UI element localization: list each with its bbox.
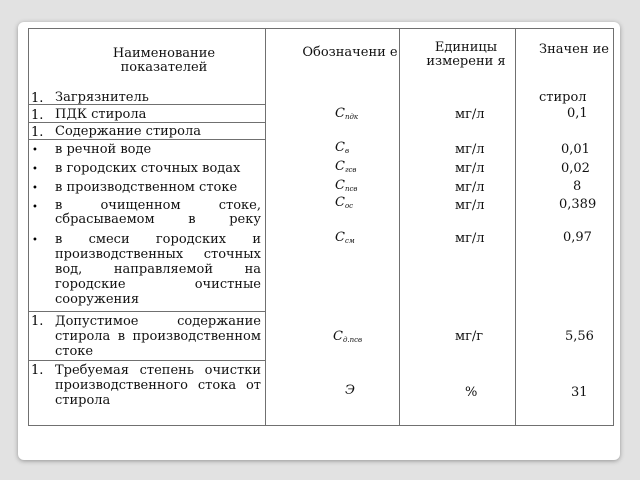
row-value: 5,56 [565,329,594,344]
data-table [28,28,614,426]
row-name: Допустимое содержание стирола в производственном стоке [55,314,261,359]
row-unit: мг/л [455,198,485,213]
row-value: 31 [571,385,588,400]
row-marker: 1. [31,91,44,106]
row-name: Требуемая степень очистки производственного стока от стирола [55,363,261,408]
row-name: в речной воде [55,142,152,157]
row-symbol: $C_в$ [335,140,350,155]
row-symbol: $C_{ос}$ [335,195,354,210]
row-value: стирол [539,90,587,105]
row-value: 0,97 [563,230,592,245]
header-name: Наименование показателей [112,46,216,75]
row-value: 0,389 [559,197,597,212]
row-symbol: $C_{пдк}$ [335,106,359,121]
row-name: Содержание стирола [55,124,201,139]
row-separator [29,360,265,361]
column-divider [265,29,266,425]
bullet-icon: • [32,183,38,194]
row-name: ПДК стирола [55,107,147,122]
row-value: 0,02 [561,161,590,176]
row-symbol: Э [345,383,355,398]
row-marker: 1. [31,363,44,378]
row-unit: мг/л [455,231,485,246]
row-name: в очищенном стоке, сбрасываемом в реку [55,198,261,227]
header-units: Единицы измерени я [426,40,506,69]
header-value: Значен ие [539,42,609,57]
bullet-icon: • [32,202,38,213]
row-marker: 1. [31,125,44,140]
row-name: в городских сточных водах [55,161,241,176]
row-name: в смеси городских и производственных сточных вод, направляемой на городские очистные сооружения [55,232,261,307]
row-separator [29,122,265,123]
row-unit: мг/г [455,329,484,344]
row-separator [29,311,265,312]
row-unit: мг/л [455,161,485,176]
row-marker: 1. [31,314,44,329]
bullet-icon: • [32,145,38,156]
column-divider [515,29,516,425]
header-designation: Обозначени е [302,45,398,60]
bullet-icon: • [32,235,38,246]
row-value: 0,01 [561,142,590,157]
row-marker: 1. [31,108,44,123]
row-name: Загрязнитель [55,90,149,105]
row-symbol: $C_{гсв}$ [335,159,357,174]
row-unit: % [465,385,478,400]
row-value: 0,1 [567,106,588,121]
row-symbol: $C_{д.псв}$ [333,329,363,344]
row-value: 8 [573,179,582,194]
row-separator [29,139,265,140]
column-divider [399,29,400,425]
row-name: в производственном стоке [55,180,238,195]
row-unit: мг/л [455,142,485,157]
row-unit: мг/л [455,107,485,122]
row-symbol: $C_{псв}$ [335,178,358,193]
row-symbol: $C_{см}$ [335,230,355,245]
bullet-icon: • [32,164,38,175]
row-unit: мг/л [455,180,485,195]
